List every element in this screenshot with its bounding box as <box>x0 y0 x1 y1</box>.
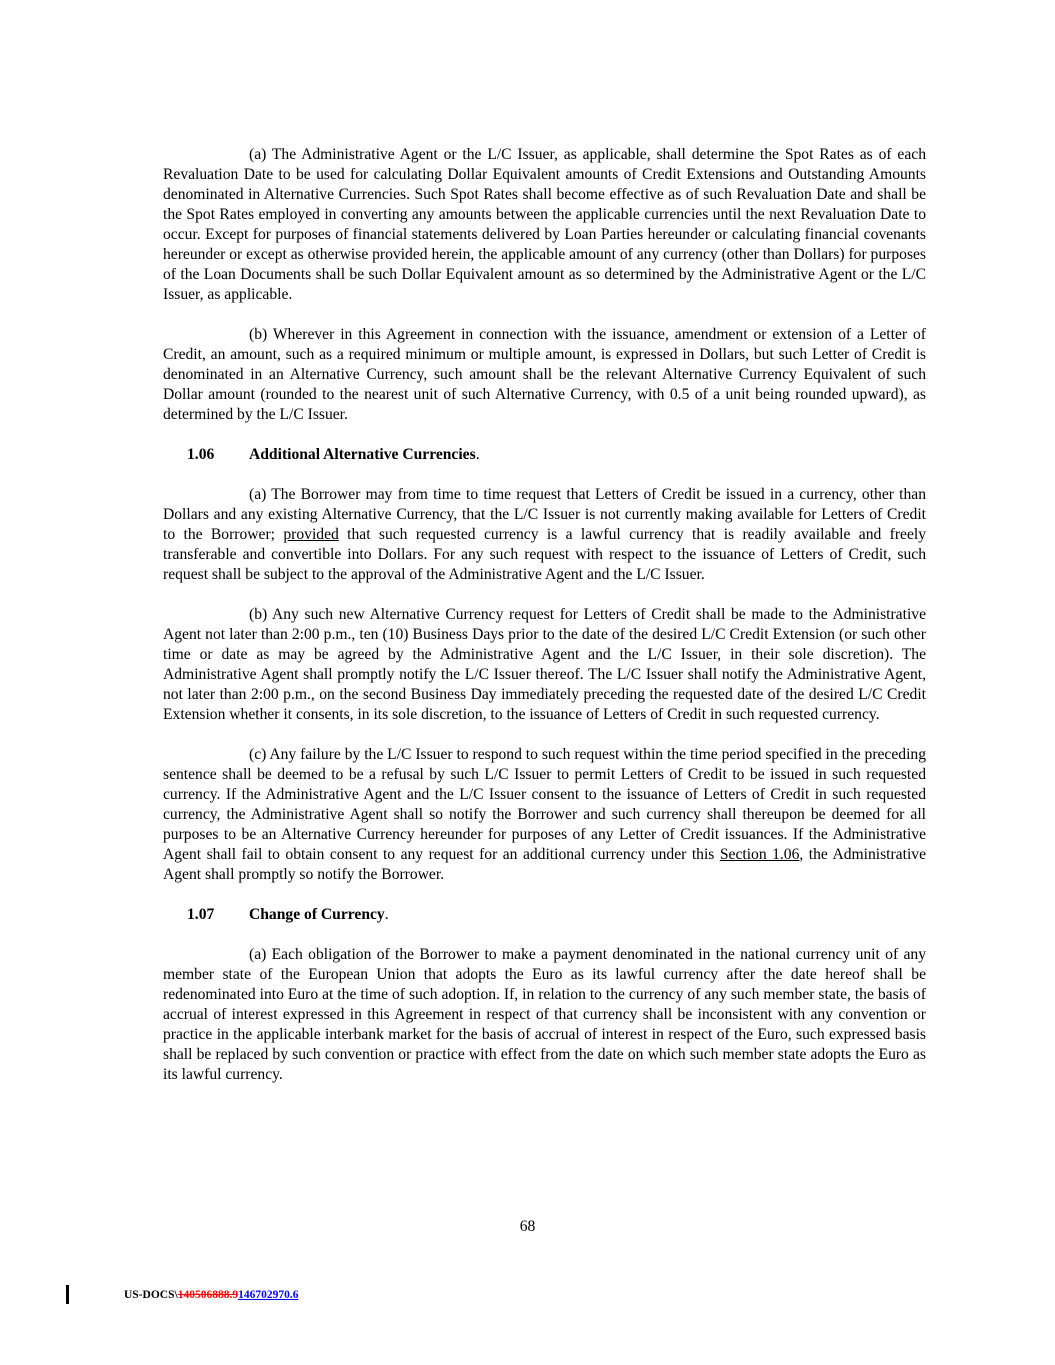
revision-change-bar <box>66 1285 69 1304</box>
document-id-inserted: 146702970.6 <box>238 1289 299 1301</box>
document-id-prefix: US-DOCS\ <box>124 1289 178 1301</box>
section-title: Additional Alternative Currencies <box>249 446 476 463</box>
section-title-period: . <box>384 906 389 923</box>
section-number: 1.07 <box>187 906 215 923</box>
section-title-period: . <box>475 446 480 463</box>
paragraph-text: (b) Any such new Alternative Currency request for Letters of Credit shall be made to the Administrative Agent not later than 2:00 p.m., ten (10) Business Days prior to the date of the desired L/C Credit Extension (or such other time or date as may be agreed by the Administrative Agent and the L/C Issuer, in their sole discretion). The Administrative Agent shall promptly notify the L/C Issuer thereof. The L/C Issuer shall notify the Administrative Agent, not later than 2:00 p.m., on the second Business Day immediately preceding the requested date of the desired L/C Credit Extension whether it consents, in its sole discretion, to the issuance of Letters of Credit in such requested currency. <box>163 606 926 723</box>
section-reference-link: Section 1.06 <box>719 846 800 863</box>
document-id-footer <box>124 1289 298 1301</box>
paragraph-1-06-b <box>163 605 926 725</box>
document-id-deleted: 140506888.9 <box>177 1289 239 1301</box>
paragraph-text: that such requested currency is a lawful currency that is readily available and freely transferable and convertible into Dollars. For any such request with respect to the issuance of Letters of Credit, such request shall be subject to the approval of the Administrative Agent and the L/C Issuer. <box>163 526 927 583</box>
paragraph-text: (c) Any failure by the L/C Issuer to respond to such request within the time period specified in the preceding sentence shall be deemed to be a refusal by such L/C Issuer to permit Letters of Credit to be issued in such requested currency. If the Administrative Agent and the L/C Issuer consent to the issuance of Letters of Credit in such requested currency, the Administrative Agent shall so notify the Borrower and such currency shall thereupon be deemed for all purposes to be an Alternative Currency hereunder for purposes of any Letter of Credit issuances. If the Administrative Agent shall fail to obtain consent to any request for an additional currency under this <box>163 746 926 863</box>
paragraph-spot-rates-a <box>163 145 926 305</box>
paragraph-text: (a) The Borrower may from time to time request that Letters of Credit be issued in a currency, other than Dollars and any existing Alternative Currency, that the L/C Issuer is not currently making available for Letters of Credit to the Borrower; <box>163 486 926 543</box>
paragraph-text: (b) Wherever in this Agreement in connection with the issuance, amendment or extension of a Letter of Credit, an amount, such as a required minimum or multiple amount, is expressed in Dollars, but such Letter of Credit is denominated in an Alternative Currency, such amount shall be the relevant Alternative Currency Equivalent of such Dollar amount (rounded to the nearest unit of such Alternative Currency, with 0.5 of a unit being rounded upward), as determined by the L/C Issuer. <box>163 326 926 423</box>
paragraph-1-07-a <box>163 945 926 1085</box>
section-heading-1-07 <box>163 905 926 925</box>
paragraph-text: (a) The Administrative Agent or the L/C Issuer, as applicable, shall determine the Spot Rates as of each Revaluation Date to be used for calculating Dollar Equivalent amounts of Credit Extensions and Outstanding Amounts denominated in Alternative Currencies. Such Spot Rates shall become effective as of such Revaluation Date and shall be the Spot Rates employed in converting any amounts between the applicable currencies until the next Revaluation Date to occur. Except for purposes of financial statements delivered by Loan Parties hereunder or calculating financial covenants hereunder or except as otherwise provided herein, the applicable amount of any currency (other than Dollars) for purposes of the Loan Documents shall be such Dollar Equivalent amount as so determined by the Administrative Agent or the L/C Issuer, as applicable. <box>163 146 926 303</box>
section-heading-1-06 <box>163 445 926 465</box>
paragraph-spot-rates-b <box>163 325 926 425</box>
page-number: 68 <box>519 1218 536 1235</box>
paragraph-text: , the Administrative Agent shall promptly so notify the Borrower. <box>163 846 926 883</box>
paragraph-1-06-c <box>163 745 926 885</box>
section-number: 1.06 <box>187 446 215 463</box>
document-body <box>163 145 926 1105</box>
section-title: Change of Currency <box>249 906 385 923</box>
paragraph-1-06-a <box>163 485 926 585</box>
provided-term: provided <box>283 526 339 543</box>
paragraph-text: (a) Each obligation of the Borrower to make a payment denominated in the national currency unit of any member state of the European Union that adopts the Euro as its lawful currency after the date hereof shall be redenominated into Euro at the time of such adoption. If, in relation to the currency of any such member state, the basis of accrual of interest expressed in this Agreement in respect of that currency shall be inconsistent with any convention or practice in the applicable interbank market for the basis of accrual of interest in respect of the Euro, such expressed basis shall be replaced by such convention or practice with effect from the date on which such member state adopts the Euro as its lawful currency. <box>163 946 926 1083</box>
